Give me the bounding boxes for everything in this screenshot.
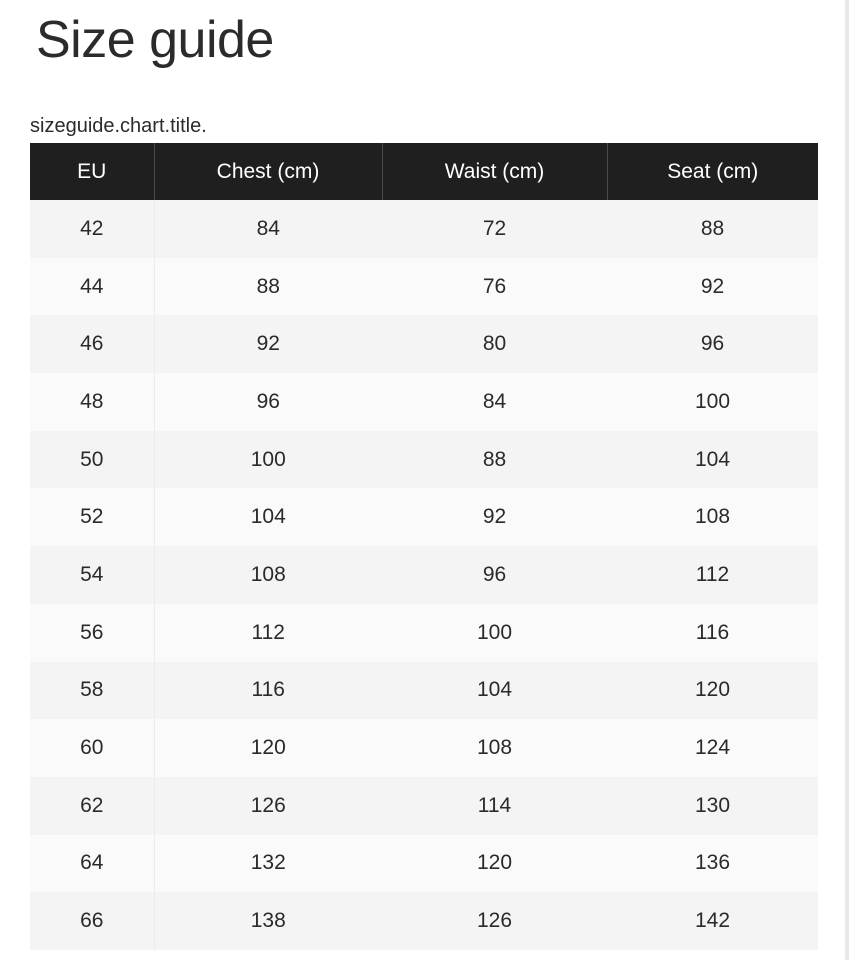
cell-waist: 96 (382, 546, 607, 604)
header-waist: Waist (cm) (382, 143, 607, 200)
cell-seat: 120 (607, 662, 818, 720)
table-row (30, 546, 818, 604)
table-header-row (30, 143, 818, 200)
header-seat: Seat (cm) (607, 143, 818, 200)
table-row (30, 719, 818, 777)
cell-eu: 60 (30, 719, 154, 777)
cell-chest: 84 (154, 200, 382, 258)
cell-waist: 76 (382, 258, 607, 316)
cell-chest: 116 (154, 662, 382, 720)
cell-chest: 120 (154, 719, 382, 777)
table-body (30, 200, 818, 950)
table-row (30, 258, 818, 316)
table-row (30, 604, 818, 662)
cell-seat: 88 (607, 200, 818, 258)
cell-chest: 96 (154, 373, 382, 431)
cell-seat: 100 (607, 373, 818, 431)
cell-eu: 52 (30, 488, 154, 546)
table-row (30, 315, 818, 373)
cell-eu: 42 (30, 200, 154, 258)
cell-seat: 116 (607, 604, 818, 662)
cell-eu: 46 (30, 315, 154, 373)
cell-eu: 50 (30, 431, 154, 489)
cell-seat: 108 (607, 488, 818, 546)
page-edge-divider (845, 0, 849, 960)
table-row (30, 200, 818, 258)
cell-eu: 64 (30, 835, 154, 893)
cell-chest: 112 (154, 604, 382, 662)
cell-waist: 100 (382, 604, 607, 662)
cell-eu: 66 (30, 892, 154, 950)
cell-waist: 104 (382, 662, 607, 720)
table-row (30, 835, 818, 893)
cell-chest: 126 (154, 777, 382, 835)
cell-eu: 44 (30, 258, 154, 316)
cell-waist: 88 (382, 431, 607, 489)
cell-waist: 84 (382, 373, 607, 431)
table-row (30, 892, 818, 950)
cell-waist: 92 (382, 488, 607, 546)
cell-waist: 108 (382, 719, 607, 777)
cell-waist: 126 (382, 892, 607, 950)
cell-seat: 92 (607, 258, 818, 316)
cell-seat: 112 (607, 546, 818, 604)
table-row (30, 662, 818, 720)
cell-seat: 104 (607, 431, 818, 489)
table-row (30, 777, 818, 835)
cell-waist: 80 (382, 315, 607, 373)
header-eu: EU (30, 143, 154, 200)
cell-seat: 136 (607, 835, 818, 893)
cell-chest: 138 (154, 892, 382, 950)
cell-chest: 132 (154, 835, 382, 893)
cell-waist: 114 (382, 777, 607, 835)
cell-eu: 48 (30, 373, 154, 431)
cell-chest: 92 (154, 315, 382, 373)
size-table (30, 143, 818, 950)
page-title: Size guide (36, 11, 274, 69)
cell-seat: 130 (607, 777, 818, 835)
table-row (30, 488, 818, 546)
cell-eu: 54 (30, 546, 154, 604)
cell-chest: 108 (154, 546, 382, 604)
chart-caption: sizeguide.chart.title. (30, 115, 207, 137)
cell-chest: 88 (154, 258, 382, 316)
header-chest: Chest (cm) (154, 143, 382, 200)
cell-eu: 58 (30, 662, 154, 720)
cell-chest: 104 (154, 488, 382, 546)
cell-waist: 120 (382, 835, 607, 893)
cell-seat: 124 (607, 719, 818, 777)
cell-waist: 72 (382, 200, 607, 258)
table-row (30, 431, 818, 489)
cell-eu: 56 (30, 604, 154, 662)
cell-seat: 142 (607, 892, 818, 950)
table-row (30, 373, 818, 431)
cell-eu: 62 (30, 777, 154, 835)
cell-seat: 96 (607, 315, 818, 373)
cell-chest: 100 (154, 431, 382, 489)
